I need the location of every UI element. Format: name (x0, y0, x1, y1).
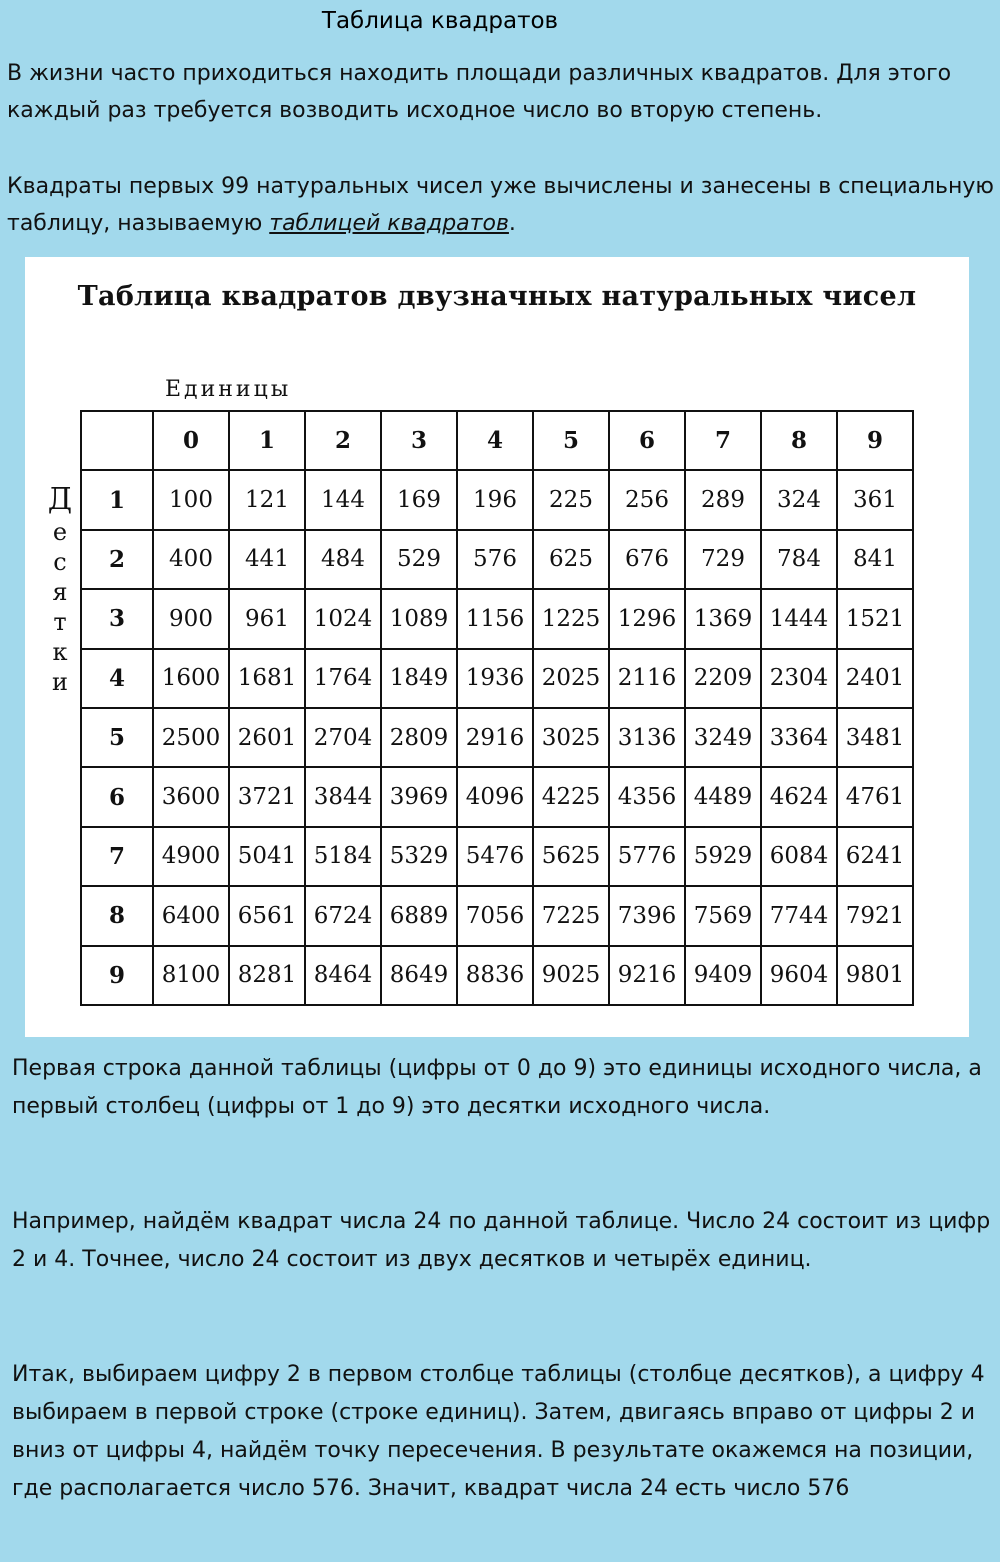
square-value-cell: 8464 (305, 946, 381, 1005)
units-header-cell: 5 (533, 411, 609, 470)
tens-header-cell: 7 (81, 827, 153, 886)
intro-paragraph-2-end: . (508, 211, 516, 236)
square-value-cell: 7225 (533, 886, 609, 945)
square-value-cell: 1296 (609, 589, 685, 648)
square-value-cell: 961 (229, 589, 305, 648)
table-row (81, 827, 913, 886)
square-value-cell: 7921 (837, 886, 913, 945)
square-value-cell: 1156 (457, 589, 533, 648)
square-value-cell: 676 (609, 530, 685, 589)
square-value-cell: 2025 (533, 649, 609, 708)
square-value-cell: 6084 (761, 827, 837, 886)
squares-table-title: Таблица квадратов двузначных натуральных чисел (77, 281, 917, 312)
units-header-cell: 8 (761, 411, 837, 470)
table-header-row (81, 411, 913, 470)
square-value-cell: 3364 (761, 708, 837, 767)
square-value-cell: 1024 (305, 589, 381, 648)
tens-label-letter: е (52, 518, 68, 546)
square-value-cell: 361 (837, 470, 913, 529)
units-header-cell: 2 (305, 411, 381, 470)
square-value-cell: 225 (533, 470, 609, 529)
units-header-cell: 6 (609, 411, 685, 470)
table-row (81, 530, 913, 589)
square-value-cell: 2116 (609, 649, 685, 708)
table-row (81, 649, 913, 708)
square-value-cell: 625 (533, 530, 609, 589)
square-value-cell: 3844 (305, 767, 381, 826)
units-axis-label: Единицы (165, 377, 292, 402)
square-value-cell: 1936 (457, 649, 533, 708)
units-header-cell: 4 (457, 411, 533, 470)
tens-label-letter: т (53, 608, 67, 636)
square-value-cell: 9025 (533, 946, 609, 1005)
square-value-cell: 121 (229, 470, 305, 529)
square-value-cell: 2304 (761, 649, 837, 708)
square-value-cell: 2401 (837, 649, 913, 708)
square-value-cell: 100 (153, 470, 229, 529)
squares-table (80, 410, 914, 1006)
square-value-cell: 5041 (229, 827, 305, 886)
square-value-cell: 324 (761, 470, 837, 529)
square-value-cell: 1225 (533, 589, 609, 648)
tens-header-cell: 3 (81, 589, 153, 648)
square-value-cell: 4096 (457, 767, 533, 826)
square-value-cell: 1521 (837, 589, 913, 648)
square-value-cell: 5776 (609, 827, 685, 886)
square-value-cell: 5625 (533, 827, 609, 886)
table-row (81, 470, 913, 529)
tens-header-cell: 4 (81, 649, 153, 708)
tens-header-cell: 6 (81, 767, 153, 826)
square-value-cell: 1681 (229, 649, 305, 708)
units-header-cell: 0 (153, 411, 229, 470)
square-value-cell: 3600 (153, 767, 229, 826)
tens-header-cell: 9 (81, 946, 153, 1005)
square-value-cell: 6889 (381, 886, 457, 945)
tens-header-cell: 8 (81, 886, 153, 945)
tens-axis-label (45, 483, 75, 697)
square-value-cell: 1444 (761, 589, 837, 648)
square-value-cell: 400 (153, 530, 229, 589)
tens-label-letter: и (52, 668, 68, 696)
tens-label-letter: к (52, 638, 68, 666)
table-corner-cell (81, 411, 153, 470)
square-value-cell: 2916 (457, 708, 533, 767)
table-row (81, 946, 913, 1005)
tens-label-letter: я (52, 578, 68, 606)
square-value-cell: 3721 (229, 767, 305, 826)
square-value-cell: 9604 (761, 946, 837, 1005)
square-value-cell: 1600 (153, 649, 229, 708)
square-value-cell: 3481 (837, 708, 913, 767)
square-value-cell: 7744 (761, 886, 837, 945)
table-row (81, 767, 913, 826)
intro-paragraph-1: В жизни часто приходиться находить площади различных квадратов. Для этого каждый раз требуется возводить исходное число во вторую степень. (7, 61, 952, 123)
square-value-cell: 5329 (381, 827, 457, 886)
units-header-cell: 3 (381, 411, 457, 470)
square-value-cell: 2809 (381, 708, 457, 767)
tens-header-cell: 5 (81, 708, 153, 767)
square-value-cell: 4900 (153, 827, 229, 886)
square-value-cell: 7396 (609, 886, 685, 945)
square-value-cell: 841 (837, 530, 913, 589)
intro-paragraph-2 (7, 168, 997, 242)
squares-table-card (25, 257, 969, 1037)
square-value-cell: 4356 (609, 767, 685, 826)
units-header-cell: 7 (685, 411, 761, 470)
tens-header-cell: 2 (81, 530, 153, 589)
table-of-squares-term: таблицей квадратов (269, 211, 509, 236)
square-value-cell: 900 (153, 589, 229, 648)
square-value-cell: 576 (457, 530, 533, 589)
units-header-cell: 9 (837, 411, 913, 470)
square-value-cell: 1369 (685, 589, 761, 648)
example-paragraph: Например, найдём квадрат числа 24 по данной таблице. Число 24 состоит из цифр 2 и 4. Точнее, число 24 состоит из двух десятков и четырёх единиц. (12, 1209, 991, 1272)
square-value-cell: 2704 (305, 708, 381, 767)
tens-header-cell: 1 (81, 470, 153, 529)
square-value-cell: 3969 (381, 767, 457, 826)
square-value-cell: 1764 (305, 649, 381, 708)
square-value-cell: 4225 (533, 767, 609, 826)
square-value-cell: 6241 (837, 827, 913, 886)
table-row (81, 589, 913, 648)
square-value-cell: 7056 (457, 886, 533, 945)
square-value-cell: 4761 (837, 767, 913, 826)
tens-label-letter: Д (47, 482, 73, 517)
page-title: Таблица квадратов (321, 8, 559, 34)
procedure-paragraph: Итак, выбираем цифру 2 в первом столбце таблицы (столбце десятков), а цифру 4 выбираем в первой строке (строке единиц). Затем, двигаясь вправо от цифры 2 и вниз от цифры 4, найдём точку пересечения. В результате окажемся на позиции, где располагается число 576. Значит, квадрат числа 24 есть число 576 (12, 1362, 985, 1501)
square-value-cell: 8649 (381, 946, 457, 1005)
tens-label-letter: с (53, 548, 67, 576)
square-value-cell: 2601 (229, 708, 305, 767)
explanation-paragraph-1: Первая строка данной таблицы (цифры от 0 до 9) это единицы исходного числа, а первый столбец (цифры от 1 до 9) это десятки исходного числа. (12, 1056, 982, 1119)
square-value-cell: 784 (761, 530, 837, 589)
square-value-cell: 484 (305, 530, 381, 589)
square-value-cell: 289 (685, 470, 761, 529)
square-value-cell: 256 (609, 470, 685, 529)
square-value-cell: 169 (381, 470, 457, 529)
square-value-cell: 3025 (533, 708, 609, 767)
square-value-cell: 6724 (305, 886, 381, 945)
square-value-cell: 5184 (305, 827, 381, 886)
square-value-cell: 1089 (381, 589, 457, 648)
square-value-cell: 8281 (229, 946, 305, 1005)
square-value-cell: 144 (305, 470, 381, 529)
square-value-cell: 3249 (685, 708, 761, 767)
square-value-cell: 2500 (153, 708, 229, 767)
square-value-cell: 196 (457, 470, 533, 529)
table-row (81, 886, 913, 945)
square-value-cell: 3136 (609, 708, 685, 767)
units-header-cell: 1 (229, 411, 305, 470)
square-value-cell: 8100 (153, 946, 229, 1005)
square-value-cell: 1849 (381, 649, 457, 708)
square-value-cell: 441 (229, 530, 305, 589)
square-value-cell: 6561 (229, 886, 305, 945)
square-value-cell: 6400 (153, 886, 229, 945)
table-row (81, 708, 913, 767)
square-value-cell: 5929 (685, 827, 761, 886)
square-value-cell: 7569 (685, 886, 761, 945)
square-value-cell: 2209 (685, 649, 761, 708)
square-value-cell: 5476 (457, 827, 533, 886)
square-value-cell: 8836 (457, 946, 533, 1005)
square-value-cell: 9801 (837, 946, 913, 1005)
square-value-cell: 4489 (685, 767, 761, 826)
square-value-cell: 9409 (685, 946, 761, 1005)
square-value-cell: 4624 (761, 767, 837, 826)
intro-paragraph-2-text: Квадраты первых 99 натуральных чисел уже вычислены и занесены в специальную таблицу, называемую (7, 174, 994, 236)
square-value-cell: 729 (685, 530, 761, 589)
square-value-cell: 529 (381, 530, 457, 589)
square-value-cell: 9216 (609, 946, 685, 1005)
